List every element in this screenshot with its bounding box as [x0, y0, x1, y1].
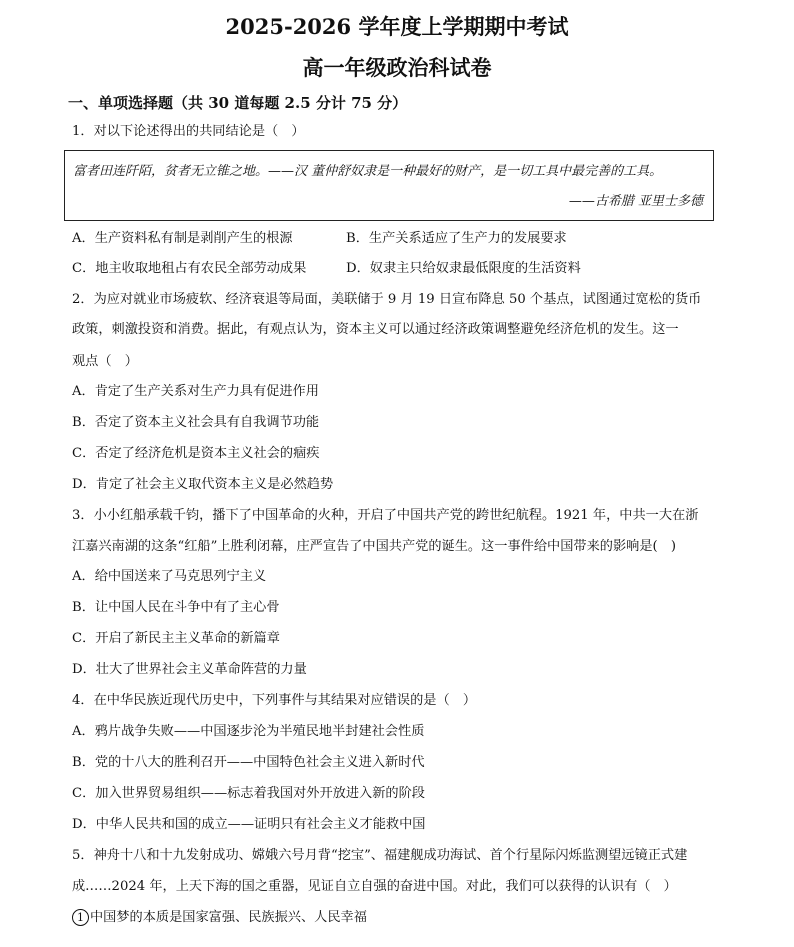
question-3-option-b: B．让中国人民在斗争中有了主心骨 — [72, 600, 280, 615]
question-1-stem: 1．对以下论述得出的共同结论是（ ） — [72, 124, 305, 139]
question-4-option-d: D．中华人民共和国的成立——证明只有社会主义才能救中国 — [72, 817, 426, 832]
question-5-stem-line: 5．神舟十八和十九发射成功、嫦娥六号月背“挖宝”、福建舰成功海试、首个行星际闪烁监测望远镜正式建 — [72, 848, 688, 863]
exam-subtitle: 高一年级政治科试卷 — [302, 55, 492, 80]
question-3-option-c: C．开启了新民主主义革命的新篇章 — [72, 631, 280, 646]
circled-number-1: 1 — [72, 909, 89, 926]
question-5-item-1 — [72, 908, 367, 928]
question-1-option-d: D．奴隶主只给奴隶最低限度的生活资料 — [346, 261, 581, 276]
question-4-option-a: A．鸦片战争失败——中国逐步沦为半殖民地半封建社会性质 — [72, 724, 425, 739]
question-4-stem: 4．在中华民族近现代历史中，下列事件与其结果对应错误的是（ ） — [72, 693, 477, 708]
question-5-stem-line: 成……2024 年，上天下海的国之重器，见证自立自强的奋进中国。对此，我们可以获得的认识有（ ） — [72, 879, 677, 894]
question-4-option-b: B．党的十八大的胜利召开——中国特色社会主义进入新时代 — [72, 755, 425, 770]
question-2-stem-line: 政策，刺激投资和消费。据此，有观点认为，资本主义可以通过经济政策调整避免经济危机的发生。这一 — [72, 322, 679, 337]
question-2-option-c: C．否定了经济危机是资本主义社会的痼疾 — [72, 446, 320, 461]
quote-box — [64, 150, 714, 221]
question-1-option-b: B．生产关系适应了生产力的发展要求 — [346, 231, 567, 246]
question-2-stem-line: 观点（ ） — [72, 354, 138, 369]
exam-title: 2025-2026 学年度上学期期中考试 — [225, 14, 569, 39]
question-3-option-a: A．给中国送来了马克思列宁主义 — [72, 569, 267, 584]
question-2-stem-line: 2．为应对就业市场疲软、经济衰退等局面，美联储于 9 月 19 日宣布降息 50 个基点，试图通过宽松的货币 — [72, 292, 702, 307]
section-heading: 一、单项选择题（共 30 道每题 2.5 分计 75 分） — [68, 94, 408, 112]
question-3-option-d: D．壮大了世界社会主义革命阵营的力量 — [72, 662, 307, 677]
question-4-option-c: C．加入世界贸易组织——标志着我国对外开放进入新的阶段 — [72, 786, 425, 801]
question-1-option-a: A．生产资料私有制是剥削产生的根源 — [72, 231, 293, 246]
question-2-option-a: A．肯定了生产关系对生产力具有促进作用 — [72, 384, 319, 399]
question-5-item-1-text: 中国梦的本质是国家富强、民族振兴、人民幸福 — [90, 910, 367, 925]
question-2-option-d: D．肯定了社会主义取代资本主义是必然趋势 — [72, 477, 334, 492]
quote-source: ——古希腊 亚里士多德 — [568, 194, 703, 209]
question-3-stem-line: 江嘉兴南湖的这条“红船”上胜利闭幕，庄严宣告了中国共产党的诞生。这一事件给中国带来的影响是( ) — [72, 539, 677, 554]
quote-text: 富者田连阡陌，贫者无立锥之地。——汉 董仲舒奴隶是一种最好的财产，是一切工具中最完善的工具。 — [73, 164, 663, 179]
question-3-stem-line: 3．小小红船承载千钧，播下了中国革命的火种，开启了中国共产党的跨世纪航程。1921 年，中共一大在浙 — [72, 508, 699, 523]
question-1-option-c: C．地主收取地租占有农民全部劳动成果 — [72, 261, 307, 276]
question-2-option-b: B．否定了资本主义社会具有自我调节功能 — [72, 415, 320, 430]
